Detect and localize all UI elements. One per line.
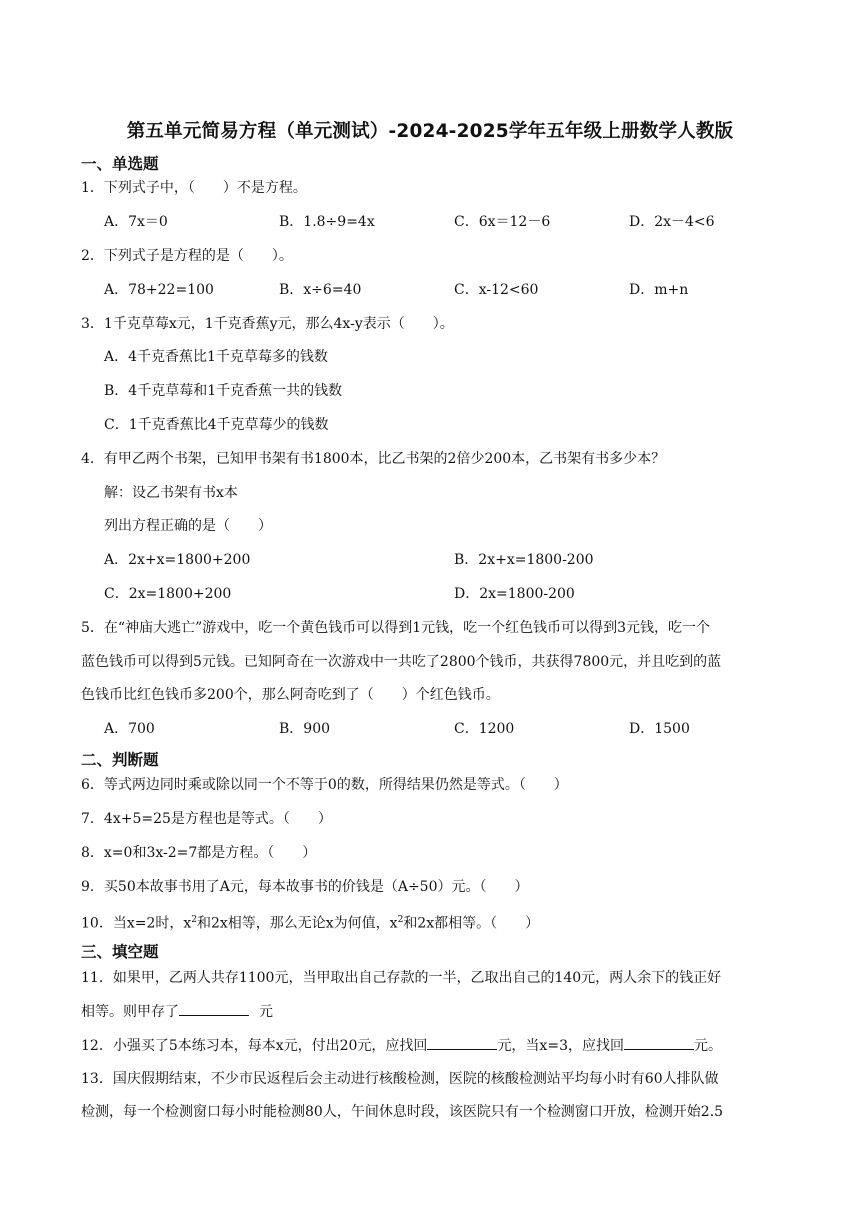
q10-part-2: 和2x相等，那么无论x为何值，x bbox=[196, 915, 398, 932]
q11-text: 相等。则甲存了 bbox=[81, 1004, 179, 1020]
q4-solution-line: 解：设乙书架有书x本 bbox=[104, 485, 238, 501]
question-13-line-2: 检测，每一个检测窗口每小时能检测80人，午间休息时段，该医院只有一个检测窗口开放，检测开始2.5 bbox=[81, 1104, 724, 1120]
section-heading-fill-in: 三、填空题 bbox=[81, 943, 159, 961]
q11-unit: 元 bbox=[259, 1004, 273, 1020]
q5-option-c: C．1200 bbox=[454, 721, 515, 737]
question-10 bbox=[81, 910, 539, 934]
q1-option-b: B．1.8÷9=4x bbox=[279, 214, 375, 230]
q4-option-c: C．2x=1800+200 bbox=[104, 586, 232, 602]
q10-exponent-1: 2 bbox=[191, 915, 197, 925]
question-2: 2．下列式子是方程的是（ ）。 bbox=[81, 248, 293, 264]
q3-option-c: C．1千克香蕉比4千克草莓少的钱数 bbox=[104, 417, 329, 433]
question-4: 4．有甲乙两个书架，已知甲书架有书1800本，比乙书架的2倍少200本，乙书架有书多少本？ bbox=[81, 451, 666, 467]
section-heading-single-choice: 一、单选题 bbox=[81, 155, 159, 173]
q3-option-a: A．4千克香蕉比1千克草莓多的钱数 bbox=[104, 349, 328, 365]
question-3: 3．1千克草莓x元，1千克香蕉y元，那么4x-y表示（ ）。 bbox=[81, 316, 454, 332]
q10-part-1: 10．当x=2时，x bbox=[81, 915, 192, 932]
q5-option-a: A．700 bbox=[104, 721, 155, 737]
q2-option-c: C．x-12<60 bbox=[454, 282, 539, 298]
q2-option-d: D．m+n bbox=[629, 282, 689, 298]
page-title: 第五单元简易方程（单元测试）-2024-2025学年五年级上册数学人教版 bbox=[126, 121, 734, 142]
q4-prompt-line: 列出方程正确的是（ ） bbox=[104, 518, 272, 534]
q5-option-d: D．1500 bbox=[629, 721, 690, 737]
question-6: 6．等式两边同时乘或除以同一个不等于0的数，所得结果仍然是等式。（ ） bbox=[81, 777, 568, 793]
q4-option-d: D．2x=1800-200 bbox=[454, 586, 575, 602]
q3-option-b: B．4千克草莓和1千克香蕉一共的钱数 bbox=[104, 383, 343, 399]
question-11-line-1: 11．如果甲，乙两人共存1100元，当甲取出自己存款的一半，乙取出自己的140元，两人余下的钱正好 bbox=[81, 970, 722, 986]
question-13-line-1: 13．国庆假期结束，不少市民返程后会主动进行核酸检测，医院的核酸检测站平均每小时有60人排队做 bbox=[81, 1071, 719, 1087]
q12-part-1: 12．小强买了5本练习本，每本x元，付出20元，应找回 bbox=[81, 1038, 428, 1054]
q1-option-c: C．6x＝12－6 bbox=[454, 214, 551, 230]
section-heading-true-false: 二、判断题 bbox=[81, 751, 159, 769]
q2-option-a: A．78+22=100 bbox=[104, 282, 214, 298]
question-12 bbox=[81, 1035, 722, 1056]
question-5-line-2: 蓝色钱币可以得到5元钱。已知阿奇在一次游戏中一共吃了2800个钱币，共获得7800元，并且吃到的蓝 bbox=[81, 654, 722, 670]
q4-option-b: B．2x+x=1800-200 bbox=[454, 552, 594, 568]
question-1: 1．下列式子中，（ ）不是方程。 bbox=[81, 180, 307, 196]
q12-part-3: 元。 bbox=[693, 1038, 722, 1054]
question-7: 7．4x+5=25是方程也是等式。（ ） bbox=[81, 811, 332, 827]
q1-option-a: A．7x＝0 bbox=[104, 214, 168, 230]
q4-option-a: A．2x+x=1800+200 bbox=[104, 552, 251, 568]
q1-option-d: D．2x－4<6 bbox=[629, 214, 715, 230]
question-5-line-1: 5．在“神庙大逃亡”游戏中，吃一个黄色钱币可以得到1元钱，吃一个红色钱币可以得到3元钱，吃一个 bbox=[81, 620, 711, 636]
q12-part-2: 元，当x=3，应找回 bbox=[497, 1038, 624, 1054]
question-11-line-2 bbox=[81, 1001, 273, 1022]
question-9: 9．买50本故事书用了A元，每本故事书的价钱是（A÷50）元。（ ） bbox=[81, 879, 529, 895]
q10-exponent-2: 2 bbox=[397, 915, 404, 925]
q5-option-b: B．900 bbox=[279, 721, 331, 737]
q11-answer-blank[interactable] bbox=[179, 1001, 249, 1016]
q12-answer-blank-1[interactable] bbox=[427, 1035, 497, 1050]
q12-answer-blank-2[interactable] bbox=[624, 1035, 694, 1050]
q10-part-3: 和2x都相等。（ ） bbox=[403, 915, 540, 932]
q2-option-b: B．x÷6=40 bbox=[279, 282, 362, 298]
question-5-line-3: 色钱币比红色钱币多200个，那么阿奇吃到了（ ）个红色钱币。 bbox=[81, 687, 500, 703]
question-8: 8．x=0和3x-2=7都是方程。（ ） bbox=[81, 845, 317, 861]
